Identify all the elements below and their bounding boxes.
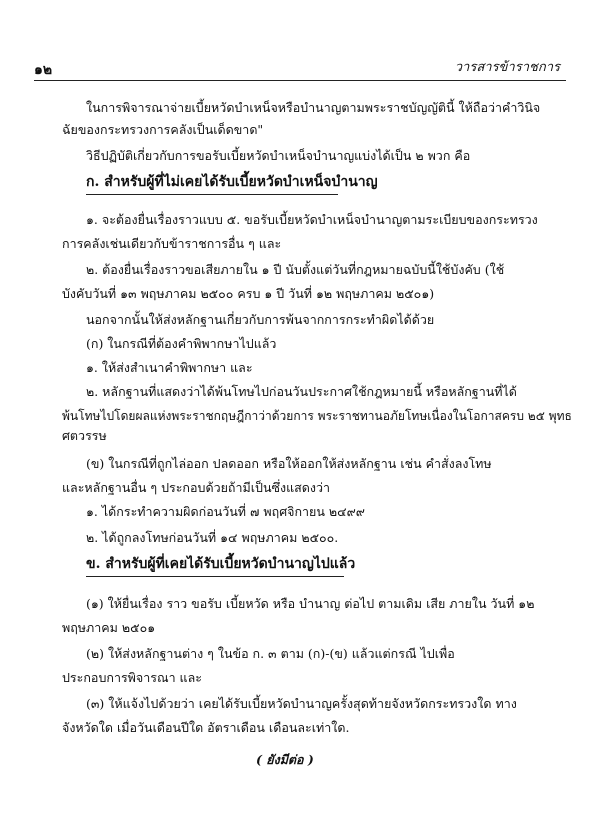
- journal-title: วารสารข้าราชการ: [454, 60, 560, 75]
- continued-note: ( ยังมีต่อ ): [256, 752, 314, 767]
- body-line: ๑. จะต้องยื่นเรื่องราวแบบ ๕. ขอรับเบี้ยหวัดบำเหน็จบำนาญตามระเบียบของกระทรวง: [86, 212, 538, 227]
- section-a-heading: ก. สำหรับผู้ที่ไม่เคยได้รับเบี้ยหวัดบำเหน็จบำนาญ: [86, 174, 378, 190]
- body-line: จังหวัดใด เมื่อวันเดือนปีใด อัตราเดือน เดือนละเท่าใด.: [62, 720, 350, 735]
- section-b-heading: ข. สำหรับผู้ที่เคยได้รับเบี้ยหวัดบำนาญไปแล้ว: [86, 556, 356, 572]
- body-line: วิธีปฏิบัติเกี่ยวกับการขอรับเบี้ยหวัดบำเหน็จบำนาญแบ่งได้เป็น ๒ พวก คือ: [86, 148, 471, 163]
- body-line: ประกอบการพิจารณา และ: [62, 670, 202, 685]
- body-line: ฉัยของกระทรวงการคลังเป็นเด็ดขาด": [62, 122, 264, 137]
- body-line: ๑. ได้กระทำความผิดก่อนวันที่ ๗ พฤศจิกายน ๒๔๙๙: [86, 504, 365, 519]
- body-line: ๒. ได้ถูกลงโทษก่อนวันที่ ๑๔ พฤษภาคม ๒๕๐๐.: [86, 530, 339, 545]
- body-line: พฤษภาคม ๒๕๐๑: [62, 620, 156, 635]
- section-b-underline: [86, 576, 344, 577]
- body-line: การคลังเช่นเดียวกับข้าราชการอื่น ๆ และ: [62, 236, 282, 251]
- body-line: ๒. หลักฐานที่แสดงว่าได้พ้นโทษไปก่อนวันประกาศใช้กฎหมายนี้ หรือหลักฐานที่ได้: [86, 384, 517, 399]
- section-a-underline: [86, 194, 338, 195]
- body-line: (ข) ในกรณีที่ถูกไล่ออก ปลดออก หรือให้ออกให้ส่งหลักฐาน เช่น คำสั่งลงโทษ: [86, 456, 492, 471]
- body-line: (๒) ให้ส่งหลักฐานต่าง ๆ ในข้อ ก. ๓ ตาม (ก)-(ข) แล้วแต่กรณี ไปเพื่อ: [86, 646, 455, 661]
- body-line: (ก) ในกรณีที่ต้องคำพิพากษาไปแล้ว: [86, 336, 277, 351]
- body-line: และหลักฐานอื่น ๆ ประกอบด้วยถ้ามีเป็นซึ่งแสดงว่า: [62, 480, 331, 495]
- body-line: (๓) ให้แจ้งไปด้วยว่า เคยได้รับเบี้ยหวัดบำนาญครั้งสุดท้ายจังหวัดกระทรวงใด ทาง: [86, 696, 517, 711]
- page-number: ๑๒: [34, 62, 53, 78]
- body-line: ศตวรรษ: [62, 428, 107, 443]
- body-line: (๑) ให้ยื่นเรื่อง ราว ขอรับ เบี้ยหวัด หรือ บำนาญ ต่อไป ตามเดิม เสีย ภายใน วันที่ ๑๒: [86, 596, 535, 611]
- body-line: บังคับวันที่ ๑๓ พฤษภาคม ๒๕๐๐ ครบ ๑ ปี วันที่ ๑๒ พฤษภาคม ๒๕๐๑): [62, 286, 435, 301]
- body-line: ๒. ต้องยื่นเรื่องราวขอเสียภายใน ๑ ปี นับตั้งแต่วันที่กฎหมายฉบับนี้ใช้บังคับ (ใช้: [86, 262, 505, 277]
- body-line: ในการพิจารณาจ่ายเบี้ยหวัดบำเหน็จหรือบำนาญตามพระราชบัญญัตินี้ ให้ถือว่าคำวินิจ: [86, 100, 541, 115]
- header-rule: [34, 80, 566, 81]
- body-line: ๑. ให้ส่งสำเนาคำพิพากษา และ: [86, 360, 253, 375]
- body-line: นอกจากนั้นให้ส่งหลักฐานเกี่ยวกับการพ้นจากการกระทำผิดได้ด้วย: [86, 312, 435, 327]
- body-line: พ้นโทษไปโดยผลแห่งพระราชกฤษฎีกาว่าด้วยการ พระราชทานอภัยโทษเนื่องในโอกาสครบ ๒๕ พุทธ: [62, 408, 572, 423]
